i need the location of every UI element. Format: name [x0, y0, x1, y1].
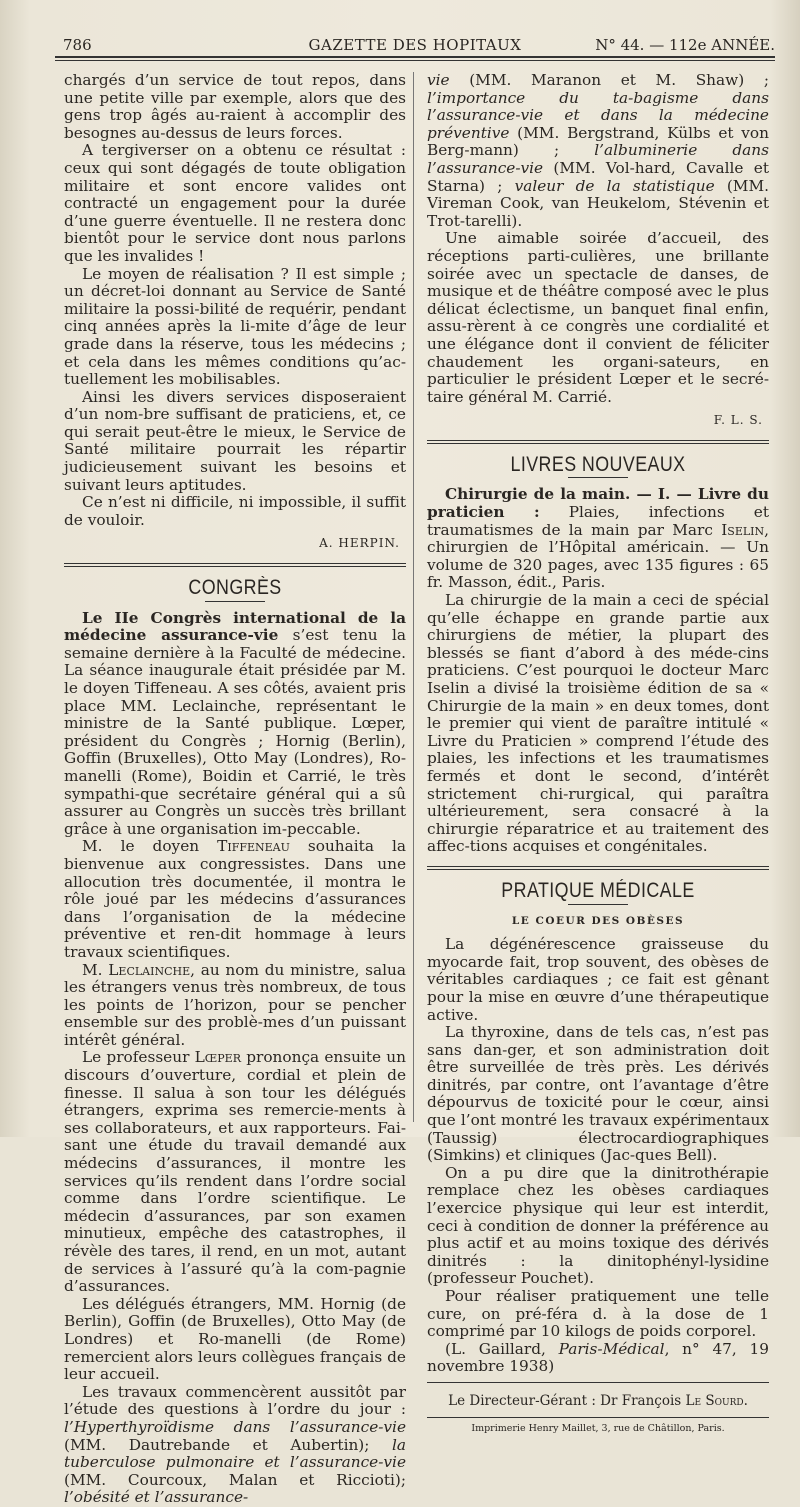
paragraph	[64, 1384, 406, 1507]
topic-title: vie	[427, 71, 450, 89]
text-run: Le Directeur-Gérant : Dr François	[448, 1392, 686, 1409]
text-run: souhaita la bienvenue aux congressistes. Dans une allocution très documentée, il montra le rôle joué par les médecins d’assurances dans l’organisation de la médecine préventive et ren-dit hommage à leurs travaux scientifiques.	[64, 837, 406, 961]
paragraph	[64, 1049, 406, 1295]
paragraph: La chirurgie de la main a ceci de spécial qu’elle échappe en grande partie aux chirurgiens de métier, la plupart des blessés se fiant d’abord à des méde-cins praticiens. C’est pourquoi le docteur Marc Iselin a divisé la troisième édition de sa « Chirurgie de la main » en deux tomes, dont le premier qui vient de paraître intitulé « Livre du Praticien » comprend l’étude des plaies, les infections et les traumatismes fermés et dont le second, d’intérêt strictement chi-rurgical, qui paraîtra ultérieurement, sera consacré à la chirurgie réparatrice et au traitement des affec-tions acquises et congénitales.	[427, 591, 769, 856]
text-run: (MM. Vol-hard, Cavalle et Starna) ;	[427, 158, 769, 195]
text-run: prononça ensuite un discours d’ouverture, cordial et plein de finesse. Il salua à son tour les délégués étrangers, exprima ses remercie-ments à ses collaborateurs, et aux rapporteurs. Fai-sant une étude du travail demandé aux médecins d’assurances, il montre les services qu’ils rendent dans l’ordre social comme dans l’ordre scientifique. Le médecin d’assurances, par son examen minutieux, empêche des catastrophes, il révèle des tares, il rend, en un mot, autant de services à l’assuré qu’à la com-pagnie d’assurances.	[64, 1048, 406, 1296]
article-subheading: LE COEUR DES OBÈSES	[511, 914, 685, 927]
person-name: Leclainche	[108, 960, 191, 979]
paragraph: Ce n’est ni difficile, ni impossible, il suffit de vouloir.	[64, 493, 406, 529]
section-title-livres: LIVRES NOUVEAUX	[510, 452, 686, 476]
text-run: , chirurgien de l’Hôpital américain. — Un volume de 320 pages, avec 135 figures : 65 fr. Masson, édit., Paris.	[427, 520, 769, 592]
title-underline	[568, 904, 628, 905]
paragraph: Les délégués étrangers, MM. Hornig (de Berlin), Goffin (de Bruxelles), Otto May (de Londres) et Ro-manelli (de Rome) remercient alors leurs collègues français de leur accueil.	[64, 1294, 406, 1384]
paragraph: Une aimable soirée d’accueil, des réceptions parti-culières, une brillante soirée avec un spectacle de danses, de musique et de théâtre composé avec le plus délicat éclectisme, un banquet final enfin, assu-rèrent à ce congrès une cordialité et une élégance dont il convient de féliciter chaudement les organi-sateurs, en particulier le président Lœper et le secré-taire général M. Carrié.	[427, 229, 769, 406]
section-title-congres: CONGRÈS	[188, 576, 282, 600]
left-column	[64, 72, 406, 1507]
footer-rule	[427, 1382, 769, 1383]
journal-reference: Paris-Médical	[558, 1339, 665, 1358]
author-signature: F. L. S.	[713, 413, 763, 428]
text-run: (MM. Bergstrand, Külbs et von Berg-mann) ;	[427, 123, 769, 160]
text-run: .	[743, 1392, 748, 1409]
header-rule-thin	[55, 60, 775, 61]
text-run: Le professeur	[82, 1048, 195, 1067]
paragraph	[427, 72, 769, 230]
text-run: s’est tenu la semaine dernière à la Faculté de médecine. La séance inaugurale était présidée par M. le doyen Tiffeneau. A ses côtés, avaient pris place MM. Leclainche, représentant le ministre de la Santé publique. Lœper, président du Congrès ; Hornig (Berlin), Goffin (Bruxelles), Otto May (Londres), Ro-manelli (Rome), Boidin et Carrié, le très sympathi-que secrétaire général qui a sû assurer au Congrès un succès très brillant grâce à une organisation im-peccable.	[64, 626, 407, 838]
topic-title: l’obésité et l’assurance-	[64, 1488, 249, 1507]
text-run: Les travaux commencèrent aussitôt par l’étude des questions à l’ordre du jour :	[64, 1382, 406, 1419]
running-header	[55, 34, 775, 64]
book-title: Chirurgie de la main. — I. — Livre du praticien :	[427, 485, 769, 522]
paragraph: chargés d’un service de tout repos, dans une petite ville par exemple, alors que des gens trop âgés au-raient à accomplir des besognes au-dessus de leurs forces.	[64, 71, 406, 142]
director-line	[427, 1393, 769, 1411]
paragraph: Ainsi les divers services disposeraient d’un nom-bre suffisant de praticiens, et, ce qui serait peut-être le mieux, le Service de Santé militaire pourrait les répartir judicieusement suivant les besoins et suivant leurs aptitudes.	[64, 387, 406, 494]
book-entry	[427, 486, 769, 592]
text-run: M. le doyen	[82, 837, 218, 856]
text-run: (MM. Vireman Cook, van Heukelom, Stévenin et Trot-tarelli).	[427, 176, 769, 230]
author-signature: A. HERPIN.	[319, 536, 400, 551]
text-run: (MM. Courcoux, Malan et Riccioti);	[64, 1470, 406, 1489]
journal-title: GAZETTE DES HOPITAUX	[308, 36, 522, 54]
section-rule	[427, 866, 769, 870]
person-name: Lœper	[194, 1048, 241, 1067]
header-rule-thick	[55, 56, 775, 58]
title-underline	[568, 477, 628, 478]
paragraph	[64, 962, 406, 1050]
column-divider	[413, 72, 414, 1122]
text-run: (L. Gaillard,	[445, 1339, 559, 1358]
text-run: (MM. Dautrebande et Aubertin);	[64, 1435, 392, 1454]
section-title-pratique: PRATIQUE MÉDICALE	[501, 878, 695, 902]
text-run: (MM. Maranon et M. Shaw) ;	[449, 71, 769, 89]
congress-name: Le IIe Congrès international de la médecine assurance-vie	[64, 608, 406, 645]
paragraph: La dégénérescence graisseuse du myocarde fait, trop souvent, des obèses de véritables cardiaques ; ce fait est gênant pour la mise en œuvre d’une thérapeutique active.	[427, 935, 769, 1024]
person-name: Tiffeneau	[217, 837, 290, 856]
text-run: , au nom du ministre, salua les étrangers venus très nombreux, de tous les points de l’horizon, pour se pencher ensemble sur des problè-mes d’un puissant intérêt général.	[64, 960, 406, 1049]
paragraph: A tergiverser on a obtenu ce résultat : ceux qui sont dégagés de toute obligation militaire et sont encore valides ont contracté un engagement pour la durée d’une guerre éventuelle. Il ne restera donc bientôt pour le service dont nous parlons que les invalides !	[64, 141, 406, 265]
section-rule	[427, 440, 769, 444]
page-number: 786	[63, 36, 92, 54]
paragraph	[64, 838, 406, 961]
person-name: Iselin	[721, 520, 765, 539]
section-rule	[64, 563, 406, 567]
paragraph: Le moyen de réalisation ? Il est simple ; un décret-loi donnant au Service de Santé militaire la possi-bilité de requérir, pendant cinq années après la li-mite d’âge de leur grade dans la réserve, tous les médecins ; et cela dans les mêmes conditions qu’ac-tuellement les mobilisables.	[64, 264, 406, 389]
topic-title: valeur de la statistique	[514, 176, 715, 195]
paragraph	[64, 610, 406, 839]
topic-title: l’Hyperthyroïdisme dans l’assurance-vie	[64, 1417, 406, 1436]
paragraph: Pour réaliser pratiquement une telle cure, on pré-féra d. à la dose de 1 comprimé par 10 kilogs de poids corporel.	[427, 1287, 769, 1341]
text-run: Plaies, infections et traumatismes de la main par Marc	[427, 503, 769, 539]
topic-title: l’importance du ta-bagisme dans l’assurance-vie et dans la médecine préventive	[427, 88, 769, 142]
person-name: Le Sourd	[685, 1392, 744, 1409]
paragraph: On a pu dire que la dinitrothérapie remplace chez les obèses cardiaques l’exercice physique qui leur est interdit, ceci à condition de donner la préférence au plus actif et au moins toxique des dérivés dinitrés : la dinitophényl-lysidine (professeur Pouchet).	[427, 1163, 769, 1288]
right-column	[427, 72, 769, 1437]
text-run: M.	[82, 960, 109, 979]
text-run: , n° 47, 19 novembre 1938)	[427, 1339, 769, 1376]
title-underline	[205, 601, 265, 602]
printer-imprint: Imprimerie Henry Maillet, 3, rue de Châtillon, Paris.	[471, 1422, 725, 1434]
topic-title: la tuberculose pulmonaire et l’assurance-vie	[64, 1435, 406, 1472]
footer-rule	[427, 1417, 769, 1418]
paragraph: La thyroxine, dans de tels cas, n’est pas sans dan-ger, et son administration doit être surveillée de très près. Les dérivés dinitrés, par contre, ont l’avantage d’être dépourvus de toxicité pour le cœur, ainsi que l’ont montré les travaux expérimentaux (Taussig) électrocardiographiques (Simkins) et cliniques (Jac-ques Bell).	[427, 1023, 769, 1165]
issue-number: N° 44. — 112e ANNÉE.	[595, 36, 775, 54]
topic-title: l’albuminerie dans l’assurance-vie	[427, 141, 769, 177]
citation	[427, 1341, 769, 1376]
